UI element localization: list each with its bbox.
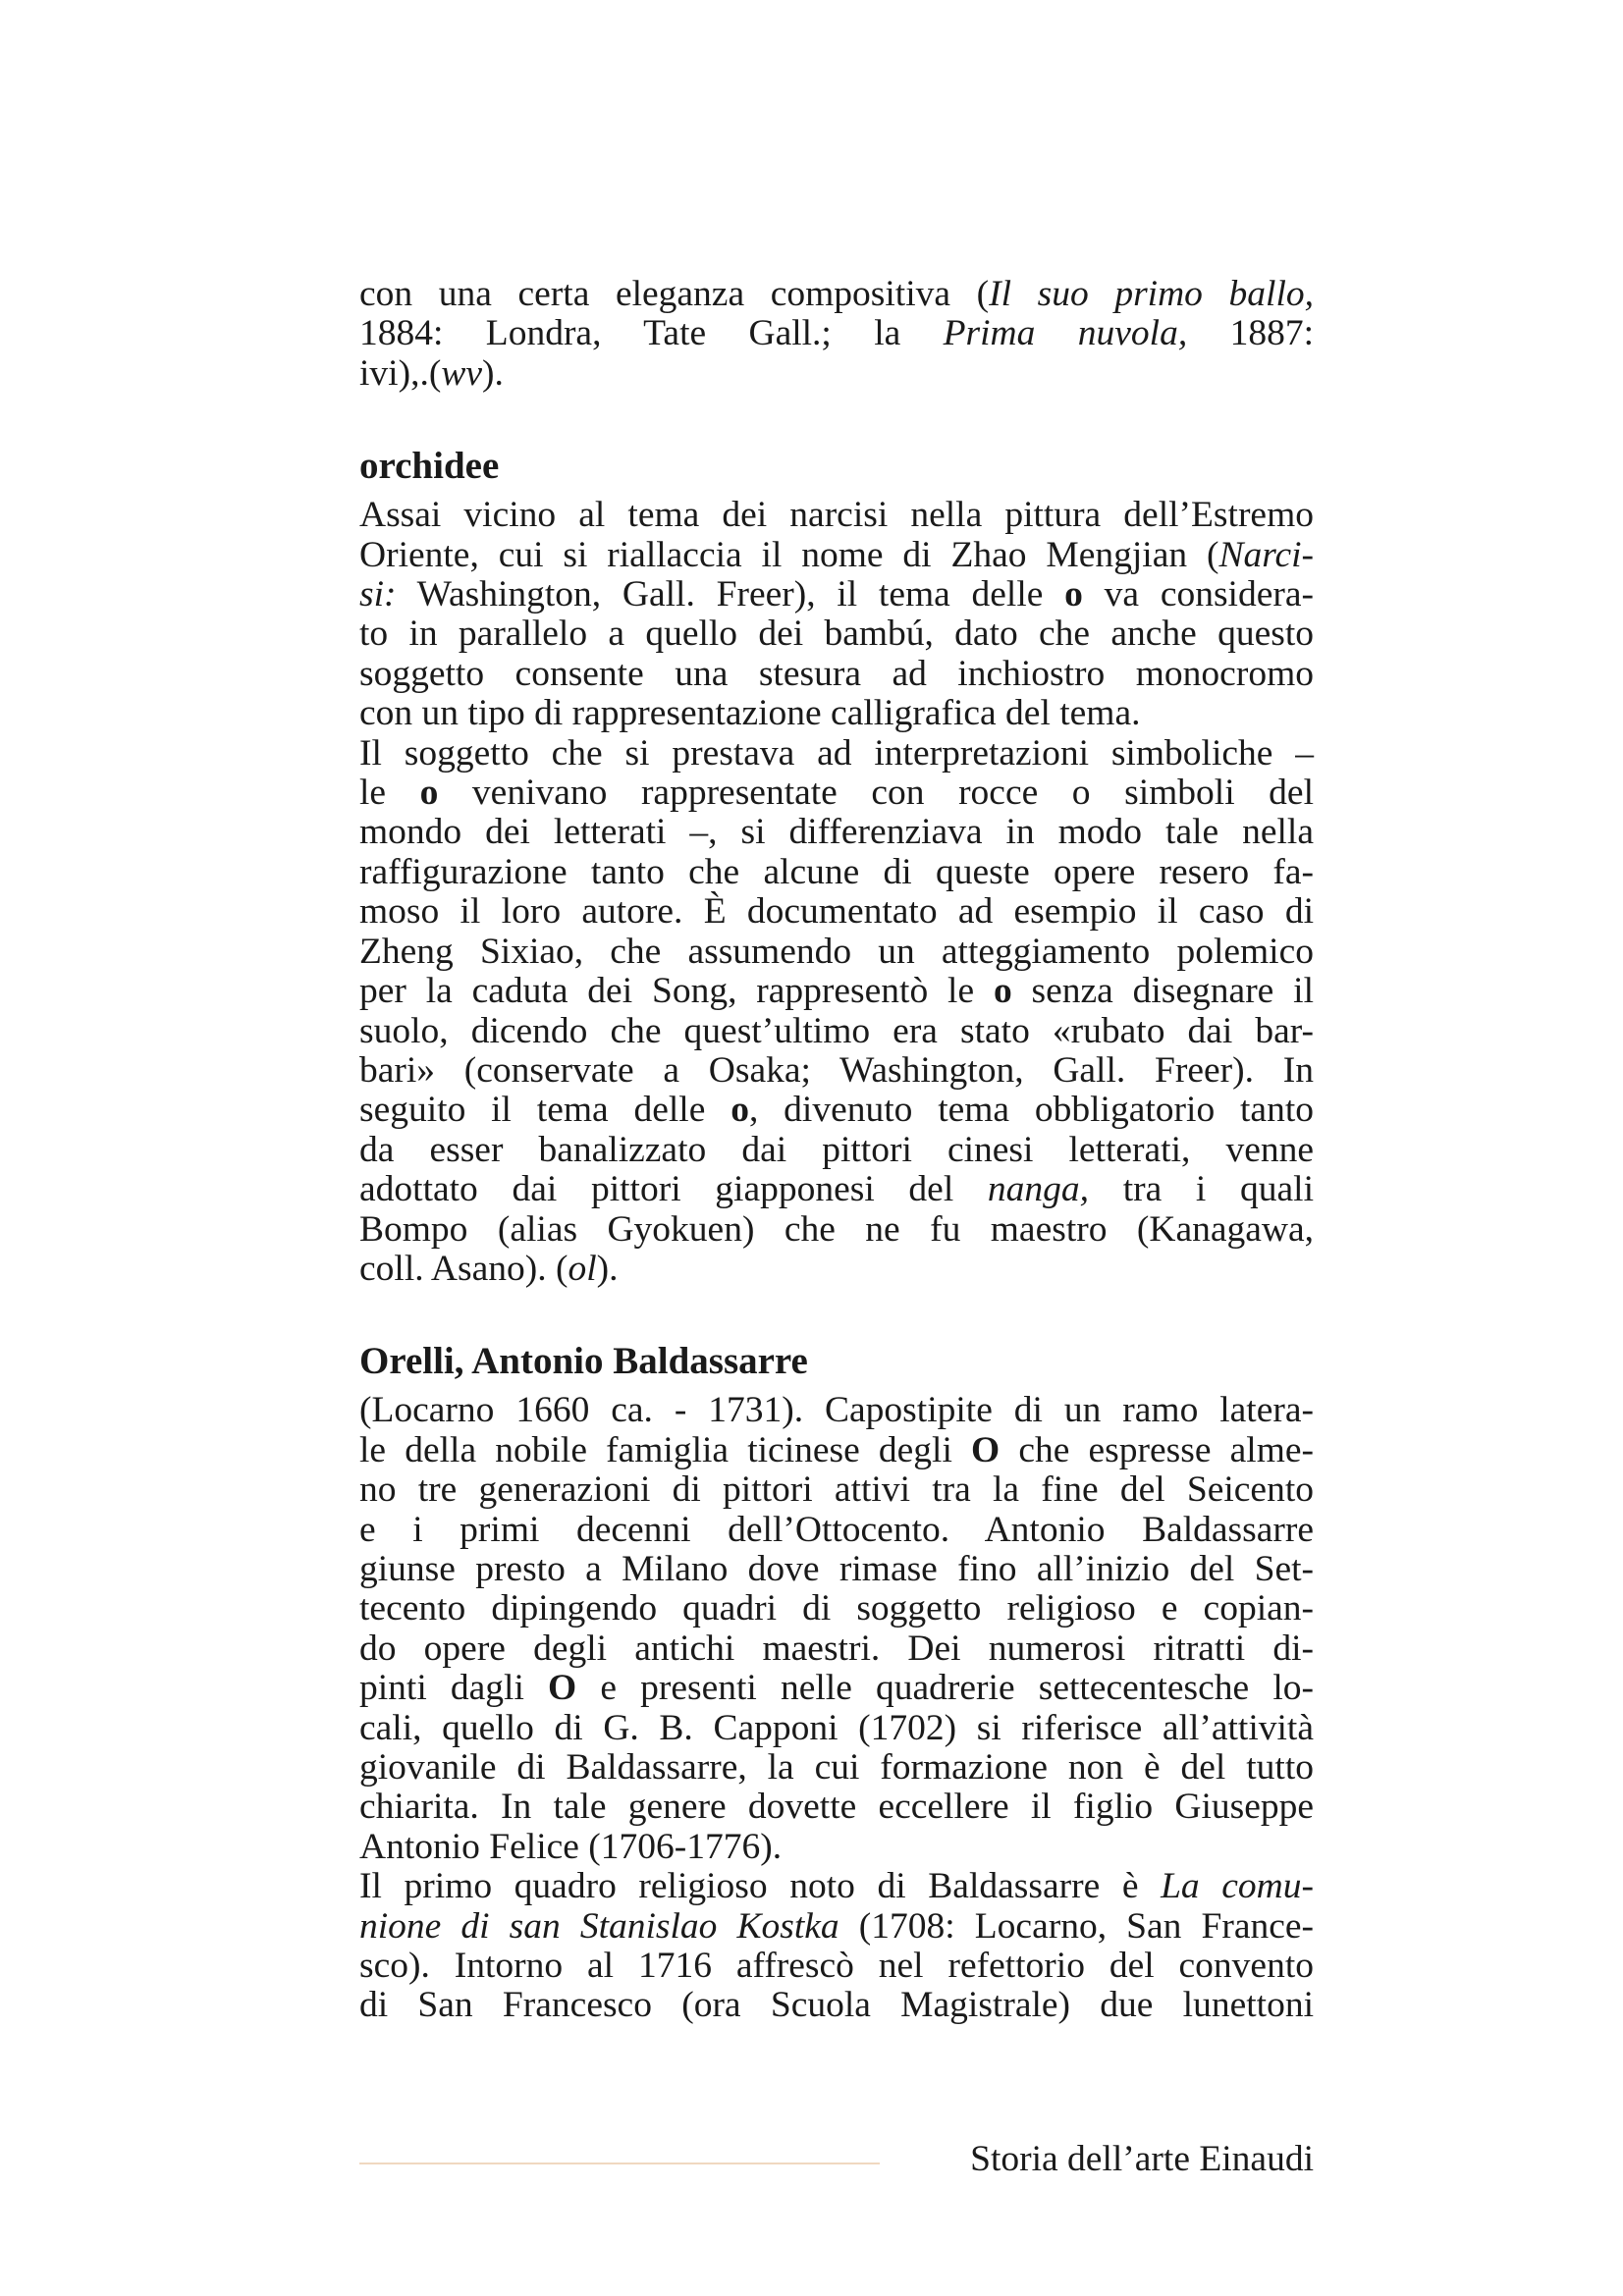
entry-paragraph — [359, 1867, 1314, 2026]
text-line: suolo, dicendo che quest’ultimo era stato «rubato dai bar- — [359, 1010, 1314, 1051]
text-line: sco). Intorno al 1716 affrescò nel refettorio del convento — [359, 1946, 1314, 1987]
entry-paragraph — [359, 496, 1314, 733]
text-line: per la caduta dei Song, rappresentò le o senza disegnare il — [359, 971, 1314, 1012]
bold-run: o — [1064, 574, 1083, 615]
italic-run: si: — [359, 574, 397, 615]
text-line: giunse presto a Milano dove rimase fino all’inizio del Set- — [359, 1548, 1314, 1589]
italic-run: La comu- — [1161, 1866, 1314, 1907]
italic-run: ol — [568, 1248, 597, 1289]
entry-paragraph — [359, 734, 1314, 1290]
text-line: do opere degli antichi maestri. Dei numerosi ritratti di- — [359, 1628, 1314, 1669]
text-line: cali, quello di G. B. Capponi (1702) si riferisce all’attività — [359, 1707, 1314, 1748]
text-line: coll. Asano). (ol). — [359, 1248, 619, 1289]
text-line: moso il loro autore. È documentato ad esempio il caso di — [359, 891, 1314, 933]
footer-rule — [359, 2163, 880, 2164]
text-line: si: Washington, Gall. Freer), il tema delle o va considera- — [359, 574, 1314, 615]
bold-run: o — [419, 773, 439, 814]
text-line: raffigurazione tanto che alcune di queste opere resero fa- — [359, 851, 1314, 892]
italic-run: nione di san Stanislao Kostka — [359, 1905, 839, 1947]
text-line: Assai vicino al tema dei narcisi nella pittura dell’Estremo — [359, 495, 1314, 536]
page-body — [359, 275, 1314, 2026]
entry-heading: Orelli, Antonio Baldassarre — [359, 1340, 808, 1383]
text-line: pinti dagli O e presenti nelle quadrerie settecentesche lo- — [359, 1668, 1314, 1709]
italic-run: wv — [441, 352, 482, 394]
text-line: bari» (conservate a Osaka; Washington, Gall. Freer). In — [359, 1049, 1314, 1091]
text-line: soggetto consente una stesura ad inchiostro monocromo — [359, 653, 1314, 694]
text-line: di San Francesco (ora Scuola Magistrale) due lunettoni — [359, 1985, 1314, 2026]
italic-run: Il suo primo ballo, — [989, 274, 1314, 314]
italic-run: Prima nuvola, — [943, 313, 1188, 354]
entries-container — [359, 394, 1314, 2026]
entry-heading: orchidee — [359, 445, 500, 488]
text-line: giovanile di Baldassarre, la cui formazione non è del tutto — [359, 1747, 1314, 1788]
bold-run: o — [993, 971, 1012, 1012]
text-line: ivi),.(wv). — [359, 352, 504, 394]
bold-run: O — [548, 1668, 577, 1709]
text-line: adottato dai pittori giapponesi del nanga, tra i quali — [359, 1169, 1314, 1210]
text-line: le o venivano rappresentate con rocce o simboli del — [359, 773, 1314, 814]
text-line: tecento dipingendo quadri di soggetto religioso e copian- — [359, 1588, 1314, 1629]
text-line: Il soggetto che si prestava ad interpretazioni simboliche – — [359, 732, 1314, 774]
text-line: nione di san Stanislao Kostka (1708: Locarno, San France- — [359, 1905, 1315, 1947]
italic-run: Narci- — [1218, 534, 1314, 575]
text-line: Oriente, cui si riallaccia il nome di Zhao Mengjian (Narci- — [359, 534, 1314, 575]
text-line: Bompo (alias Gyokuen) che ne fu maestro (Kanagawa, — [359, 1208, 1314, 1250]
text-line: da esser banalizzato dai pittori cinesi letterati, venne — [359, 1129, 1314, 1170]
text-line: 1884: Londra, Tate Gall.; la Prima nuvola, 1887: — [359, 313, 1314, 354]
page-footer — [359, 2140, 1314, 2179]
text-line: mondo dei letterati –, si differenziava in modo tale nella — [359, 812, 1314, 853]
entry-paragraph — [359, 1391, 1314, 1867]
text-line: Antonio Felice (1706-1776). — [359, 1826, 783, 1867]
bold-run: o — [730, 1090, 749, 1131]
text-line: con un tipo di rappresentazione calligrafica del tema. — [359, 693, 1141, 734]
text-line: chiarita. In tale genere dovette eccellere il figlio Giuseppe — [359, 1787, 1314, 1828]
text-line: con una certa eleganza compositiva (Il suo primo ballo, — [359, 274, 1314, 314]
intro-paragraph — [359, 275, 1314, 394]
text-line: le della nobile famiglia ticinese degli O che espresse alme- — [359, 1429, 1314, 1470]
text-line: Il primo quadro religioso noto di Baldassarre è La comu- — [359, 1866, 1314, 1907]
bold-run: O — [971, 1429, 1001, 1470]
text-line: to in parallelo a quello dei bambú, dato che anche questo — [359, 614, 1314, 655]
text-line: e i primi decenni dell’Ottocento. Antonio Baldassarre — [359, 1509, 1314, 1550]
text-line: no tre generazioni di pittori attivi tra la fine del Seicento — [359, 1469, 1314, 1511]
italic-run: nanga, — [987, 1169, 1090, 1210]
text-line: (Locarno 1660 ca. - 1731). Capostipite di un ramo latera- — [359, 1390, 1314, 1431]
footer-publisher: Storia dell’arte Einaudi — [970, 2139, 1314, 2179]
text-line: Zheng Sixiao, che assumendo un atteggiamento polemico — [359, 931, 1314, 972]
text-line: seguito il tema delle o, divenuto tema obbligatorio tanto — [359, 1090, 1314, 1131]
